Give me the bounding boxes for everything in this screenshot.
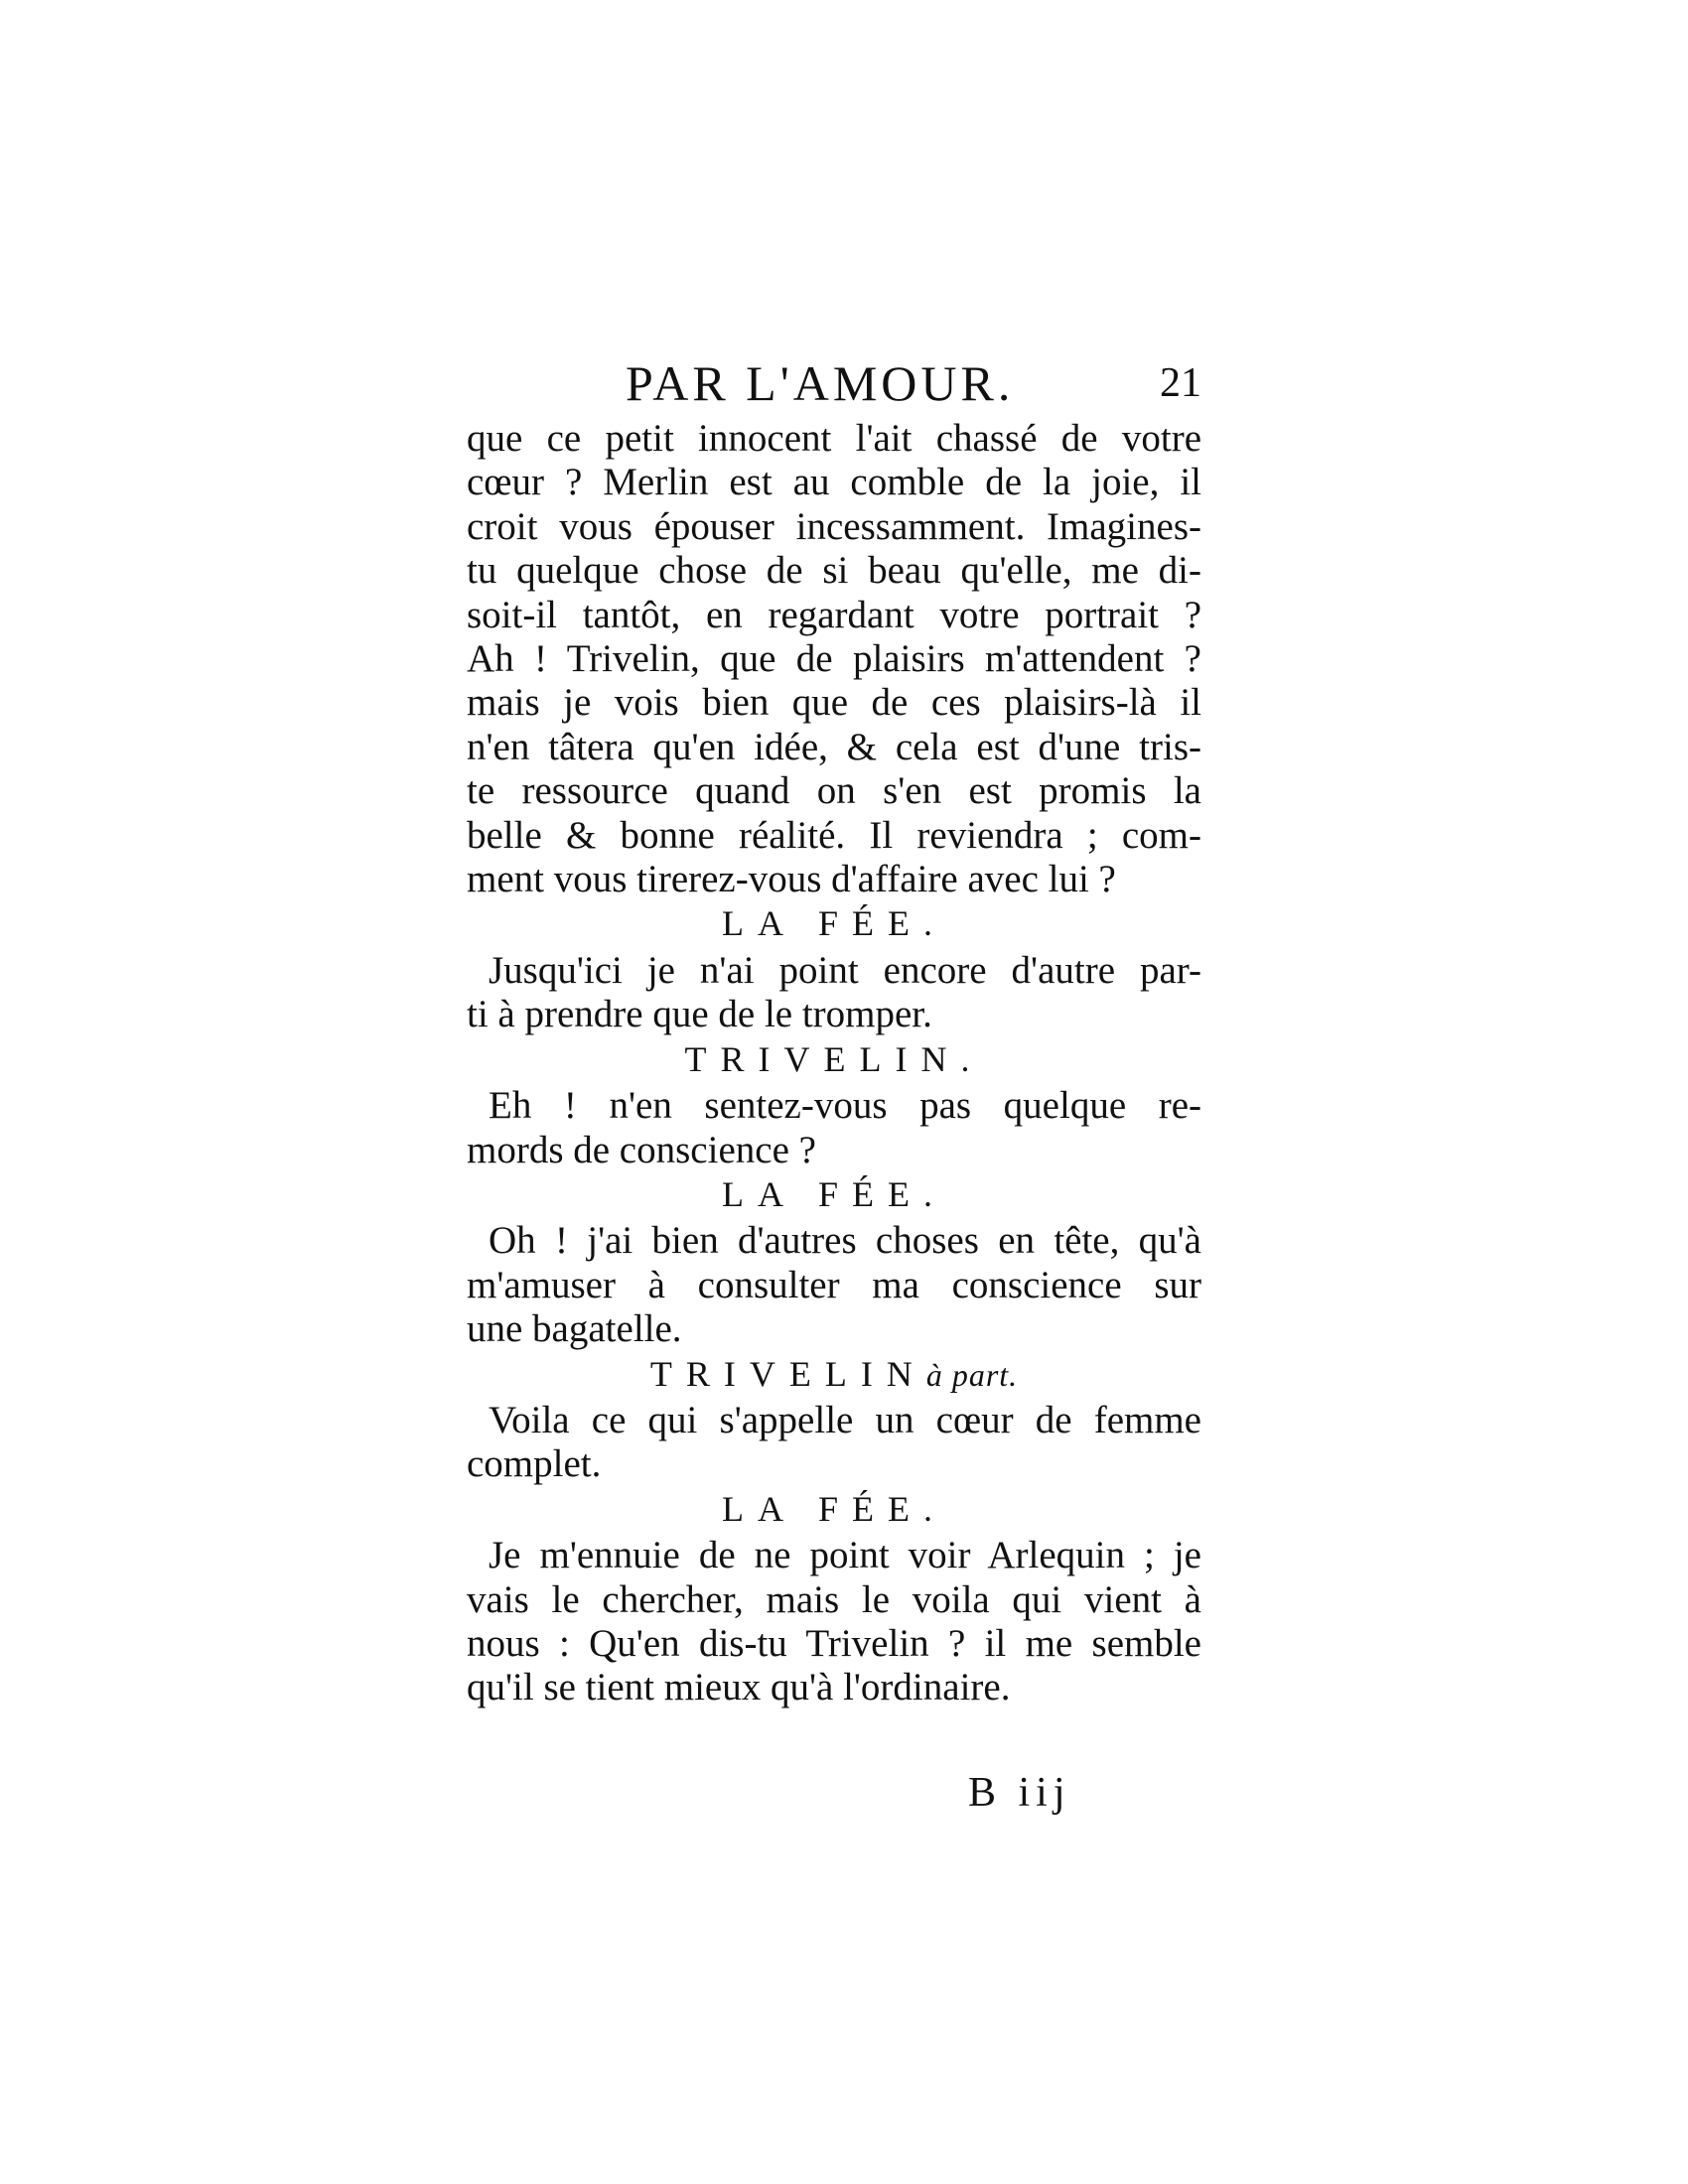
text-line: Je m'ennuie de ne point voir Arlequin ; je [489,1534,1201,1577]
text-line: cœur ? Merlin est au comble de la joie, il [467,461,1201,504]
text-line: tu quelque chose de si beau qu'elle, me di- [467,549,1201,593]
text-line: soit-il tantôt, en regardant votre portrait ? [467,593,1201,636]
text-line: que ce petit innocent l'ait chassé de votre [467,417,1201,460]
text-line: Eh ! n'en sentez-vous pas quelque re- [489,1084,1201,1128]
text-line: n'en tâtera qu'en idée, & cela est d'une tris- [467,725,1201,768]
text-line: une bagatelle. [467,1307,682,1351]
speech-paragraph [467,1534,1201,1710]
speaker-heading [467,1487,1201,1534]
speaker-heading [467,1352,1201,1399]
running-head [467,355,1201,417]
text-line: Oh ! j'ai bien d'autres choses en tête, qu'à [489,1219,1201,1263]
speech-paragraph [467,1399,1201,1487]
text-line: complet. [467,1442,602,1486]
text-line: Voila ce qui s'appelle un cœur de femme [489,1398,1201,1441]
speech-paragraph [467,949,1201,1037]
text-line: Ah ! Trivelin, que de plaisirs m'attendent ? [467,637,1201,681]
speaker-name: LA FÉE. [721,903,946,944]
body-text [467,417,1201,1710]
text-line: Jusqu'ici je n'ai point encore d'autre par- [489,948,1201,992]
speaker-name: TRIVELIN [649,1353,926,1394]
text-line: qu'il se tient mieux qu'à l'ordinaire. [467,1666,1011,1709]
speech-paragraph [467,417,1201,901]
text-line: croit vous épouser incessamment. Imagines- [467,504,1201,548]
speaker-name: TRIVELIN. [684,1038,984,1079]
speaker-heading [467,1172,1201,1219]
speaker-name: LA FÉE. [721,1173,946,1214]
text-line: mais je vois bien que de ces plaisirs-là il [467,681,1201,725]
page-number: 21 [1160,360,1201,406]
speaker-heading [467,1037,1201,1084]
speech-paragraph [467,1219,1201,1351]
text-line: m'amuser à consulter ma conscience sur [467,1263,1201,1306]
signature-mark: B iij [968,1770,1071,1816]
text-line: ment vous tirerez-vous d'affaire avec lui ? [467,858,1116,901]
stage-direction: à part. [925,1356,1019,1393]
text-line: belle & bonne réalité. Il reviendra ; com- [467,813,1201,857]
text-line: ti à prendre que de le tromper. [467,993,932,1036]
running-title: PAR L'AMOUR. [626,355,1015,411]
text-line: mords de conscience ? [467,1128,816,1171]
text-block [467,355,1201,1710]
text-line: vais le chercher, mais le voila qui vient à [467,1577,1201,1621]
speaker-name: LA FÉE. [721,1488,946,1529]
speaker-heading [467,901,1201,948]
text-line: te ressource quand on s'en est promis la [467,769,1201,813]
text-line: nous : Qu'en dis-tu Trivelin ? il me semble [467,1621,1201,1665]
speech-paragraph [467,1084,1201,1172]
